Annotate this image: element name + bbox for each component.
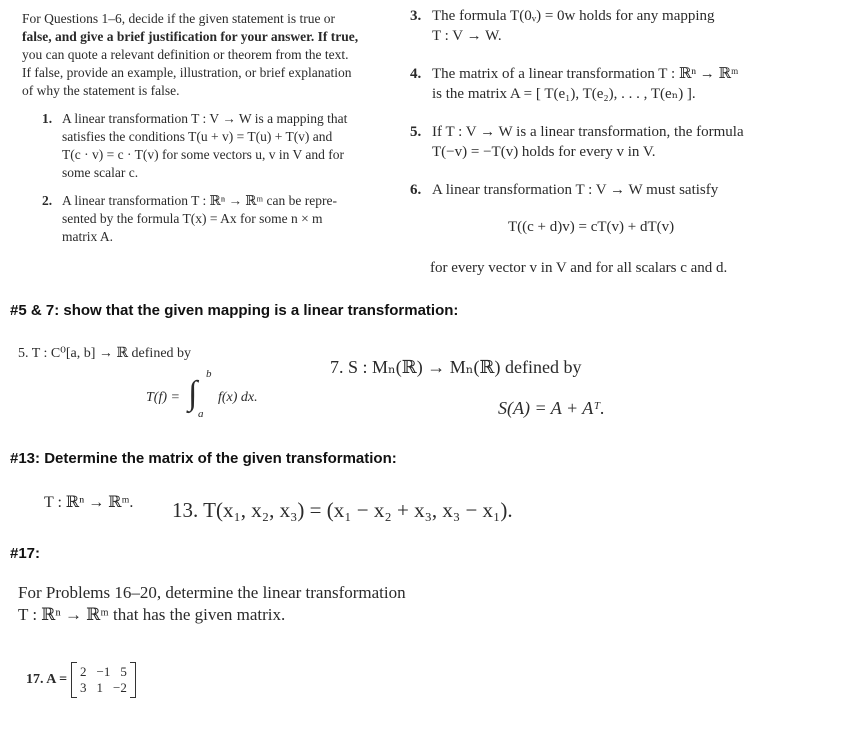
question-line: is the matrix A = [ T(e₁), T(e₂), . . . , T(eₙ) ]. <box>432 86 696 102</box>
matrix-cell: 3 <box>80 680 87 695</box>
question-line: T : V → W. <box>432 28 502 44</box>
problem-13-formula: 13. T(x₁, x₂, x₃) = (x₁ − x₂ + x₃, x₃ − x₁). <box>172 498 513 522</box>
integral-sign: ∫ <box>187 375 198 412</box>
matrix-row <box>80 664 127 680</box>
problems-16-20-statement <box>18 582 406 626</box>
matrix-cell: −2 <box>113 680 127 695</box>
question-line: If T : V → W is a linear transformation, the formula <box>432 124 744 140</box>
problem-13-map: T : ℝⁿ → ℝᵐ. <box>44 494 134 511</box>
intro-line: If false, provide an example, illustration, or brief explanation <box>22 65 352 80</box>
matrix-cell: −1 <box>96 664 111 679</box>
question-line: A linear transformation T : V → W must satisfy <box>432 182 719 198</box>
problem-5-formula <box>146 368 258 420</box>
question-number: 1. <box>42 111 53 126</box>
question-line: T(c · v) = c · T(v) for some vectors u, v in V and for <box>62 147 345 162</box>
integrand: f(x) dx. <box>217 390 258 405</box>
matrix-grid <box>77 664 130 696</box>
intro-line: of why the statement is false. <box>22 83 180 98</box>
statement-line: For Problems 16–20, determine the linear transformation <box>18 583 406 602</box>
question-5 <box>410 122 830 162</box>
question-line: matrix A. <box>62 229 113 244</box>
question-number: 2. <box>42 193 53 208</box>
intro-line: For Questions 1–6, decide if the given statement is true or <box>22 11 336 26</box>
problem-7-formula: S(A) = A + Aᵀ. <box>498 398 605 418</box>
q6-formula: T((c + d)v) = cT(v) + dT(v) <box>508 219 675 235</box>
question-number: 3. <box>410 8 422 24</box>
question-number: 4. <box>410 66 422 82</box>
problem-17-label: 17. A = <box>26 672 68 687</box>
question-line: A linear transformation T : V → W is a mapping that <box>62 111 348 126</box>
question-line: satisfies the conditions T(u + v) = T(u) + T(v) and <box>62 129 333 144</box>
question-line: The formula T(0ᵥ) = 0ᴡ holds for any mapping <box>432 8 715 24</box>
intro-paragraph <box>22 10 392 100</box>
question-number: 6. <box>410 182 422 198</box>
problem-17 <box>26 662 136 698</box>
matrix-A <box>71 662 136 698</box>
matrix-cell: 5 <box>120 664 127 679</box>
problem-5-label: 5. T : C⁰[a, b] → ℝ defined by <box>18 346 192 361</box>
intro-line: you can quote a relevant definition or theorem from the text. <box>22 47 349 62</box>
matrix-cell: 2 <box>80 664 87 679</box>
question-line: A linear transformation T : ℝⁿ → ℝᵐ can be repre- <box>62 193 337 208</box>
integral-lower-limit: a <box>197 408 204 420</box>
formula-lhs: T(f) = <box>146 390 180 405</box>
heading-13: #13: Determine the matrix of the given transformation: <box>10 450 397 467</box>
integral-upper-limit: b <box>205 368 212 380</box>
question-4 <box>410 64 830 104</box>
matrix-cell: 1 <box>96 680 104 695</box>
intro-line: false, and give a brief justification for your answer. If true, <box>22 29 359 44</box>
question-line: The matrix of a linear transformation T : ℝⁿ → ℝᵐ <box>432 66 739 82</box>
question-3 <box>410 6 830 46</box>
heading-5-7: #5 & 7: show that the given mapping is a linear transformation: <box>10 302 459 319</box>
problem-7-label: 7. S : Mₙ(ℝ) → Mₙ(ℝ) defined by <box>330 357 582 377</box>
statement-line: T : ℝⁿ → ℝᵐ that has the given matrix. <box>18 605 286 624</box>
right-bracket <box>130 662 136 698</box>
matrix-row <box>80 680 127 696</box>
question-2 <box>42 192 392 246</box>
heading-17: #17: <box>10 545 41 562</box>
question-line: some scalar c. <box>62 165 139 180</box>
question-6 <box>410 180 830 200</box>
question-line: sented by the formula T(x) = Ax for some n × m <box>62 211 323 226</box>
q6-tail: for every vector v in V and for all scalars c and d. <box>430 260 728 276</box>
question-line: T(−v) = −T(v) holds for every v in V. <box>432 144 656 160</box>
question-1 <box>42 110 392 182</box>
question-number: 5. <box>410 124 422 140</box>
